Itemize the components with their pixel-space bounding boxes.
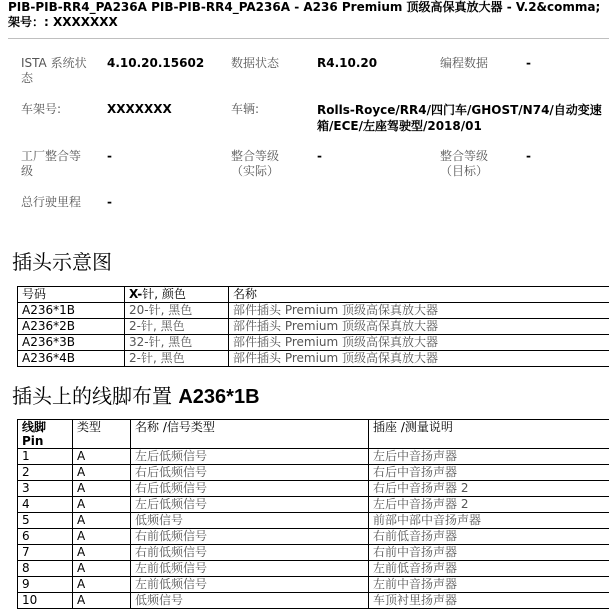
table-row [18, 561, 609, 577]
programming-value: - [526, 56, 531, 71]
pin-table [17, 419, 609, 609]
pin-type: A [73, 465, 131, 481]
col-pins [125, 287, 229, 303]
pin-socket: 左前中音扬声器 [369, 577, 609, 593]
pin-socket: 车顶衬里扬声器 [369, 593, 609, 609]
col-name: 名称 [229, 287, 609, 303]
pin-signal: 右后低频信号 [131, 481, 369, 497]
header-vin: 架号：: XXXXXXX [8, 15, 608, 30]
pin-number: 7 [18, 545, 73, 561]
pin-type: A [73, 513, 131, 529]
pin-type: A [73, 497, 131, 513]
document-header [8, 0, 608, 30]
connector-name: 部件插头 Premium 顶级高保真放大器 [229, 335, 609, 351]
connector-name: 部件插头 Premium 顶级高保真放大器 [229, 303, 609, 319]
vin-label: 车架号: [21, 102, 61, 117]
table-row [18, 319, 609, 335]
data-status-label: 数据状态 [231, 56, 279, 71]
mileage-label: 总行驶里程 [21, 195, 81, 210]
pin-type: A [73, 577, 131, 593]
vehicle-label: 车辆: [231, 102, 259, 117]
header-divider [8, 38, 609, 39]
connector-pins: 20-针, 黑色 [125, 303, 229, 319]
ista-value: 4.10.20.15602 [107, 56, 204, 71]
target-level-value: - [526, 149, 531, 164]
pin-number: 8 [18, 561, 73, 577]
pin-header-row [18, 420, 609, 449]
table-row [18, 593, 609, 609]
connector-header-row [18, 287, 609, 303]
connector-pins: 2-针, 黑色 [125, 351, 229, 367]
factory-level-label: 工厂整合等级 [21, 149, 91, 179]
pin-number: 9 [18, 577, 73, 593]
actual-level-value: - [317, 149, 322, 164]
col-signal: 名称 /信号类型 [131, 420, 369, 449]
connector-code: A236*4B [18, 351, 125, 367]
table-row [18, 465, 609, 481]
pin-type: A [73, 561, 131, 577]
pin-signal: 左后低频信号 [131, 449, 369, 465]
col-type: 类型 [73, 420, 131, 449]
connector-table [17, 286, 609, 367]
connector-name: 部件插头 Premium 顶级高保真放大器 [229, 351, 609, 367]
pin-socket: 左前低音扬声器 [369, 561, 609, 577]
table-row [18, 545, 609, 561]
pin-socket: 右后中音扬声器 2 [369, 481, 609, 497]
pin-signal: 右前低频信号 [131, 545, 369, 561]
pin-socket: 右后中音扬声器 [369, 465, 609, 481]
data-status-value: R4.10.20 [317, 56, 377, 71]
pin-signal: 右前低频信号 [131, 529, 369, 545]
connector-code: A236*3B [18, 335, 125, 351]
pin-type: A [73, 593, 131, 609]
connector-pins: 32-针, 黑色 [125, 335, 229, 351]
ista-label: ISTA 系统状态 [21, 56, 91, 86]
pin-signal: 右后低频信号 [131, 465, 369, 481]
col-pins-rest: 针, 颜色 [142, 287, 186, 301]
col-pin [18, 420, 73, 449]
pin-title-prefix: 插头上的线脚布置 [12, 384, 178, 408]
pin-socket: 右前中音扬声器 [369, 545, 609, 561]
connector-pins: 2-针, 黑色 [125, 319, 229, 335]
table-row [18, 303, 609, 319]
pin-signal: 左前低频信号 [131, 577, 369, 593]
pin-socket: 左后中音扬声器 2 [369, 497, 609, 513]
pin-signal: 低频信号 [131, 513, 369, 529]
table-row [18, 577, 609, 593]
pin-type: A [73, 449, 131, 465]
connector-code: A236*2B [18, 319, 125, 335]
pin-socket: 前部中部中音扬声器 [369, 513, 609, 529]
mileage-value: - [107, 195, 112, 210]
target-level-label: 整合等级（目标） [440, 149, 502, 179]
pin-number: 6 [18, 529, 73, 545]
pin-title-code: A236*1B [178, 386, 259, 408]
table-row [18, 335, 609, 351]
col-socket: 插座 /测量说明 [369, 420, 609, 449]
pin-socket: 左后中音扬声器 [369, 449, 609, 465]
pin-number: 1 [18, 449, 73, 465]
connector-section-title: 插头示意图 [12, 250, 112, 274]
pin-signal: 左前低频信号 [131, 561, 369, 577]
table-row [18, 449, 609, 465]
pin-type: A [73, 529, 131, 545]
pin-type: A [73, 481, 131, 497]
pin-signal: 左后低频信号 [131, 497, 369, 513]
vin-value: XXXXXXX [107, 102, 172, 117]
vehicle-value: Rolls-Royce/RR4/四门车/GHOST/N74/自动变速箱/ECE/左座驾驶型/2018/01 [317, 102, 607, 134]
pin-number: 4 [18, 497, 73, 513]
table-row [18, 351, 609, 367]
pin-rows [18, 449, 609, 609]
pin-number: 5 [18, 513, 73, 529]
factory-level-value: - [107, 149, 112, 164]
header-title: PIB-PIB-RR4_PA236A PIB-PIB-RR4_PA236A - A236 Premium 顶级高保真放大器 - V.2&comma; [8, 0, 608, 15]
col-code: 号码 [18, 287, 125, 303]
table-row [18, 513, 609, 529]
pin-number: 3 [18, 481, 73, 497]
actual-level-label: 整合等级（实际） [231, 149, 293, 179]
programming-label: 编程数据 [440, 56, 488, 71]
connector-name: 部件插头 Premium 顶级高保真放大器 [229, 319, 609, 335]
table-row [18, 529, 609, 545]
pin-signal: 低频信号 [131, 593, 369, 609]
table-row [18, 497, 609, 513]
pin-type: A [73, 545, 131, 561]
pin-number: 2 [18, 465, 73, 481]
pin-section-title [12, 384, 260, 409]
col-pin-line1: 线脚 [22, 420, 68, 434]
col-pins-bold: X- [129, 287, 142, 301]
col-pin-line2: Pin [22, 434, 68, 448]
table-row [18, 481, 609, 497]
pin-socket: 右前低音扬声器 [369, 529, 609, 545]
connector-code: A236*1B [18, 303, 125, 319]
pin-number: 10 [18, 593, 73, 609]
